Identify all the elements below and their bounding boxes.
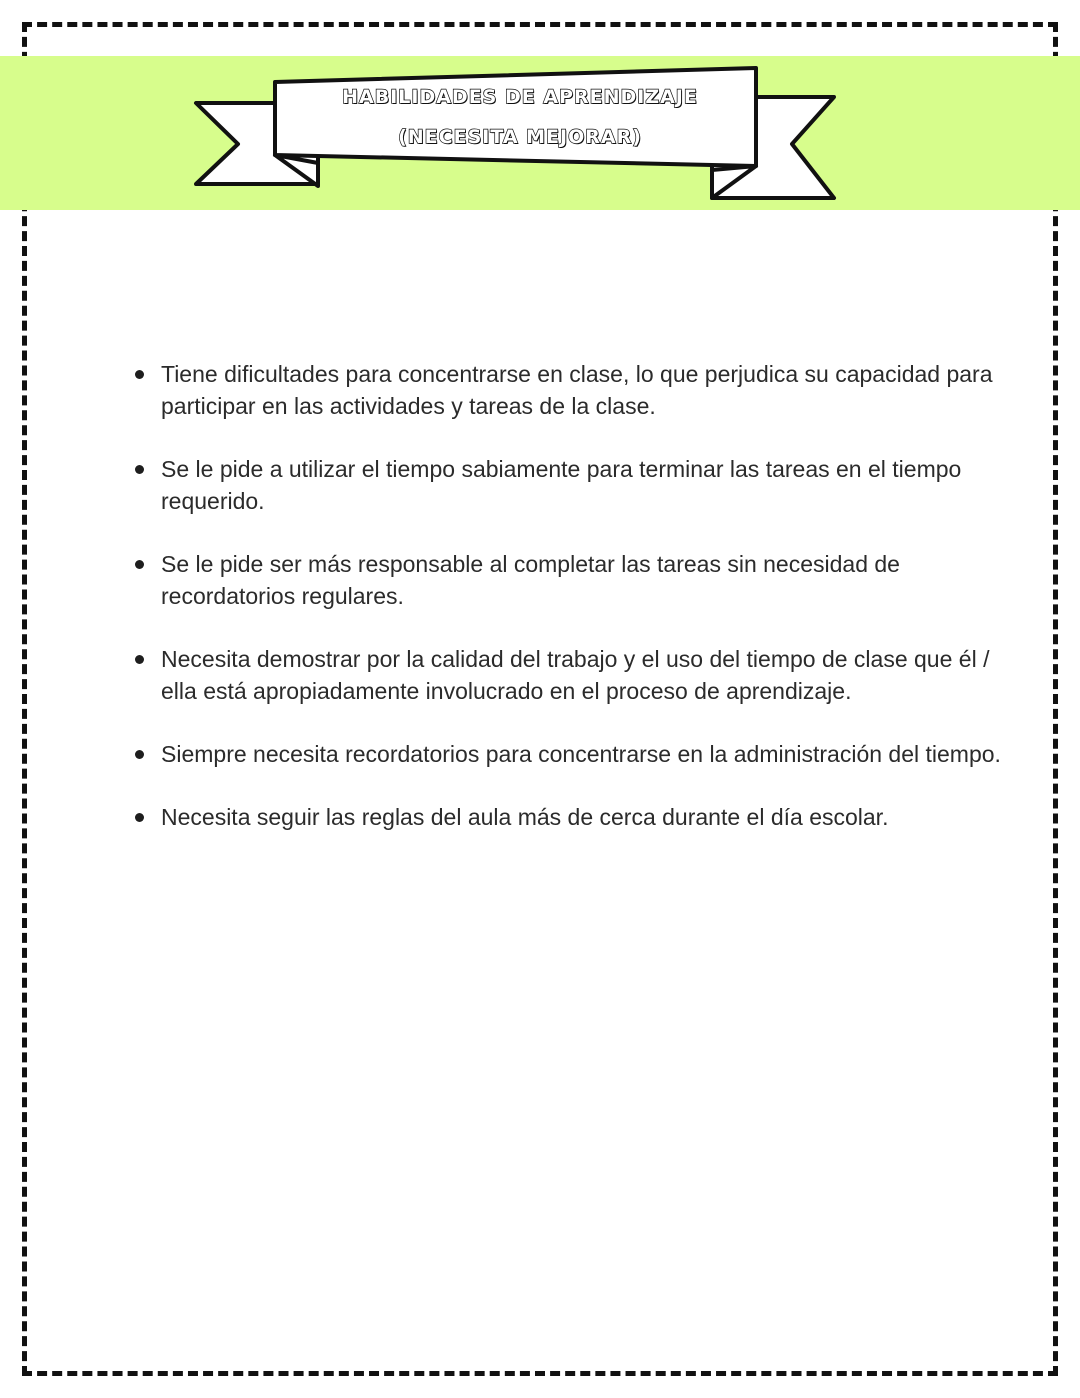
list-item-text: Se le pide a utilizar el tiempo sabiamente para terminar las tareas en el tiempo requerido. [161,456,962,514]
bullet-icon [135,813,144,822]
list-item-text: Necesita seguir las reglas del aula más de cerca durante el día escolar. [161,804,889,830]
list-item [130,738,1010,770]
bullet-icon [135,750,144,759]
bullet-icon [135,655,144,664]
list-item-text: Se le pide ser más responsable al completar las tareas sin necesidad de recordatorios regulares. [161,551,900,609]
list-item [130,548,1010,612]
comment-list [130,358,1010,864]
list-item-text: Necesita demostrar por la calidad del trabajo y el uso del tiempo de clase que él / ella está apropiadamente involucrado en el proceso de aprendizaje. [161,646,990,704]
list-item [130,643,1010,707]
page-subtitle: (NECESITA MEJORAR) [398,126,642,148]
list-item [130,358,1010,422]
bullet-icon [135,370,144,379]
bullet-icon [135,560,144,569]
bullet-icon [135,465,144,474]
list-item [130,801,1010,833]
page-title: HABILIDADES DE APRENDIZAJE [342,86,698,108]
list-item-text: Siempre necesita recordatorios para concentrarse en la administración del tiempo. [161,741,1001,767]
ribbon-main [275,68,756,166]
list-item-text: Tiene dificultades para concentrarse en clase, lo que perjudica su capacidad para participar en las actividades y tareas de la clase. [161,361,993,419]
header-band [0,56,1080,210]
list-item [130,453,1010,517]
